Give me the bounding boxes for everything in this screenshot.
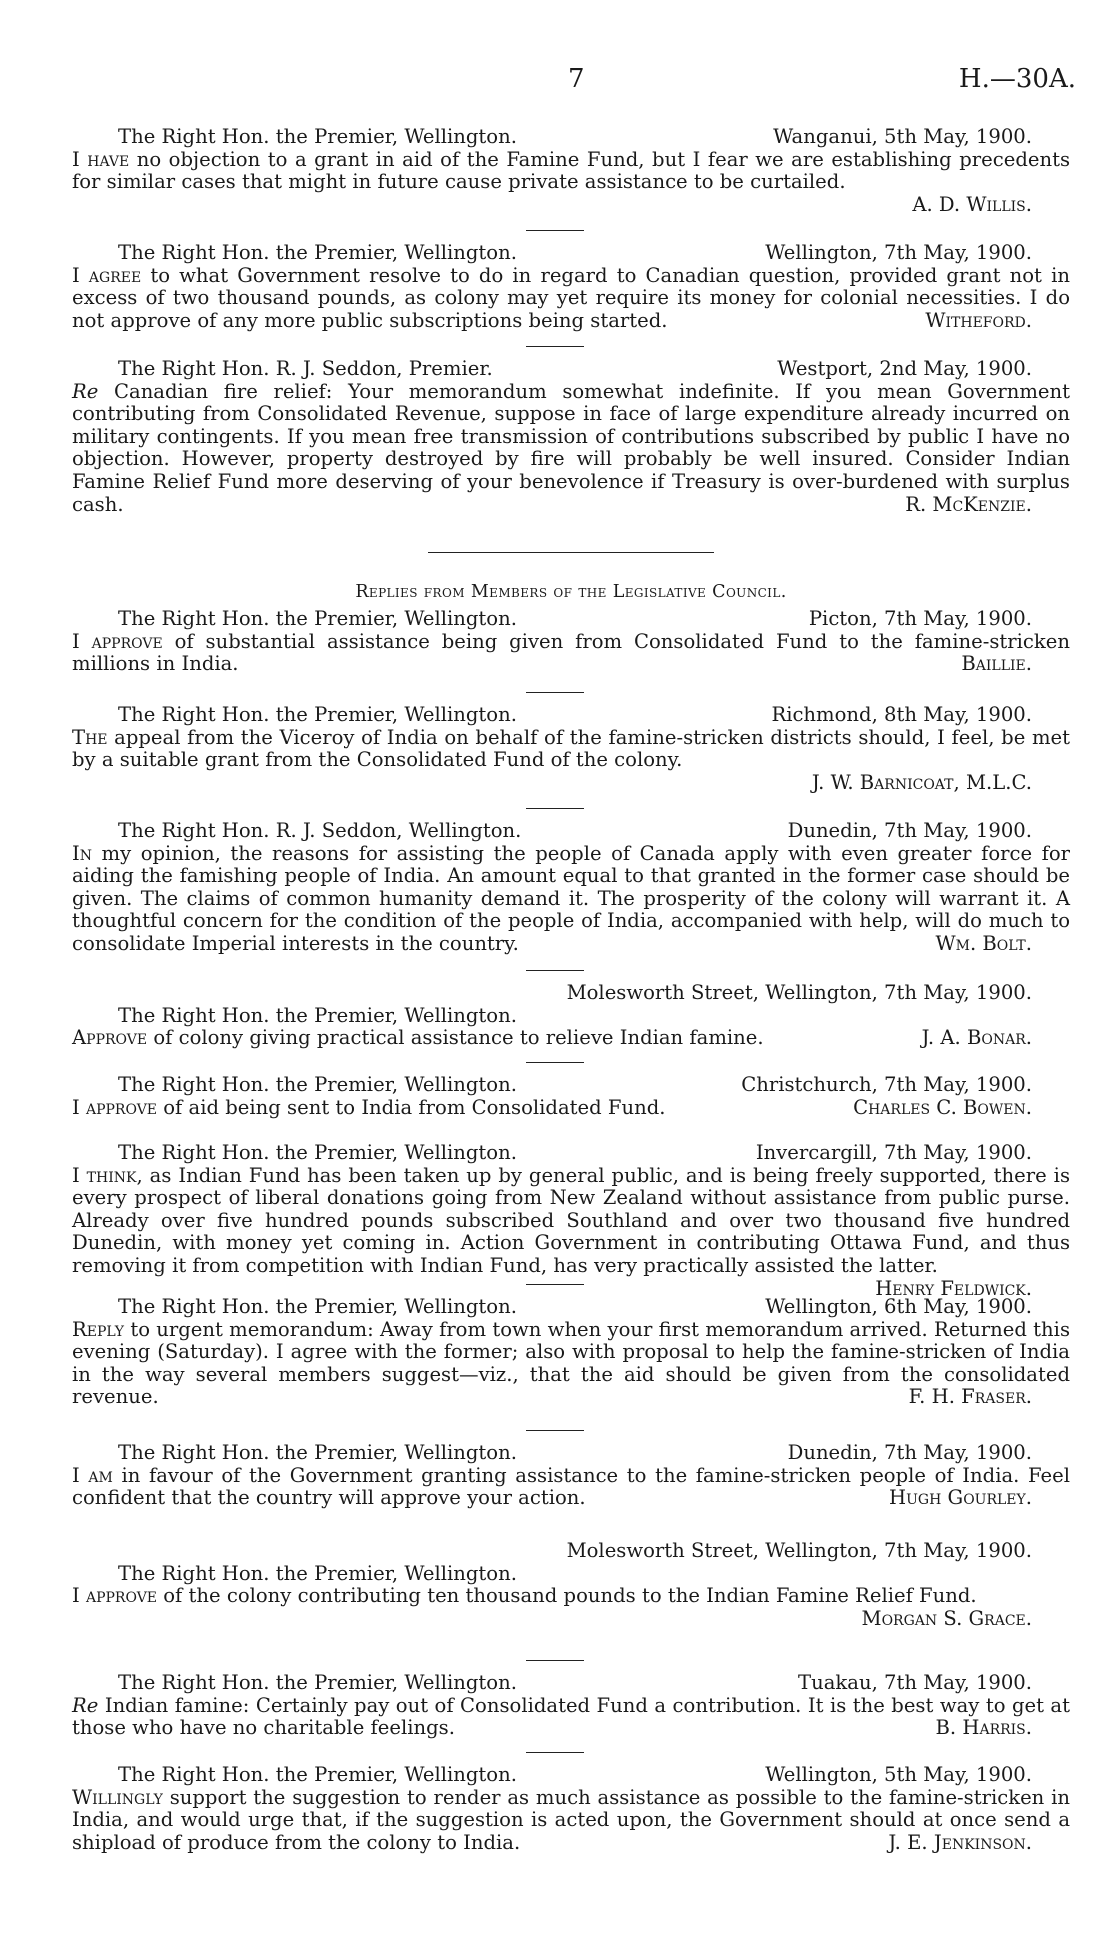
letter-signature: Witheford. <box>925 308 1032 332</box>
letter-signature: F. H. Fraser. <box>908 1385 1032 1409</box>
letter-place-date: Dunedin, 7th May, 1900. <box>787 1441 1032 1464</box>
letter-signature: J. A. Bonar. <box>921 1026 1032 1050</box>
document-reference: H.—30A. <box>958 64 1076 94</box>
letter-addressee: The Right Hon. the Premier, Wellington. <box>118 1073 517 1096</box>
letter-harris <box>72 1672 1070 1740</box>
letter-barnicoat <box>72 704 1070 794</box>
letter-addressee: The Right Hon. R. J. Seddon, Premier. <box>118 357 493 380</box>
letter-addressee: The Right Hon. the Premier, Wellington. <box>118 607 517 630</box>
letter-signature: J. W. Barnicoat, M.L.C. <box>811 770 1032 794</box>
letter-body: I agree to what Government resolve to do in regard to Canadian question, provided grant not in excess of two thousand pounds, as colony may yet require its money for colonial necessities. I do not approve of any more public subscriptions being started. Witheford. <box>72 263 1070 332</box>
letter-signature: J. E. Jenkinson. <box>888 1830 1032 1854</box>
letter-place-date: Richmond, 8th May, 1900. <box>771 703 1032 726</box>
letter-body: I am in favour of the Government granting assistance to the famine-stricken people of India. Feel confident that the country will approve your action. Hugh Gourley. <box>72 1463 1070 1510</box>
letter-bonar <box>72 982 1070 1050</box>
letter-baillie <box>72 608 1070 676</box>
letter-body: I have no objection to a grant in aid of the Famine Fund, but I fear we are establishing precedents for similar cases that might in future cause private assistance to be curtailed. <box>72 147 1070 194</box>
section-heading: Replies from Members of the Legislative Council. <box>355 582 787 602</box>
letter-bolt <box>72 820 1070 956</box>
letter-place-date: Picton, 7th May, 1900. <box>808 607 1032 630</box>
letter-place-date: Dunedin, 7th May, 1900. <box>787 819 1032 842</box>
section-divider <box>428 552 714 553</box>
letter-place-date: Wanganui, 5th May, 1900. <box>773 125 1032 148</box>
divider <box>526 1062 584 1063</box>
divider <box>526 230 584 231</box>
divider <box>526 1284 584 1285</box>
letter-place-date: Tuakau, 7th May, 1900. <box>798 1671 1032 1694</box>
letter-body: Re Canadian fire relief: Your memorandum somewhat indefinite. If you mean Government contributing from Consolidated Revenue, suppose in face of large expenditure already incurred on military contingents. If you mean free transmission of contributions subscribed by public I have no objection. However, property destroyed by fire will probably be well insured. Consider Indian Famine Relief Fund more deserving of your benevolence if Treasury is over-burdened with surplus cash. R. McKenzie. <box>72 379 1070 516</box>
letter-feldwick <box>72 1142 1070 1300</box>
letter-addressee: The Right Hon. the Premier, Wellington. <box>118 1003 517 1027</box>
letter-addressee: The Right Hon. the Premier, Wellington. <box>118 703 517 726</box>
letter-signature: A. D. Willis. <box>912 192 1032 216</box>
letter-body: I approve of substantial assistance being given from Consolidated Fund to the famine-stricken millions in India. Baillie. <box>72 629 1070 676</box>
letter-body: I approve of aid being sent to India from Consolidated Fund. Charles C. Bowen. <box>72 1097 1070 1120</box>
letter-body: Reply to urgent memorandum: Away from town when your first memorandum arrived. Returned this evening (Saturday). I agree with the former; also with proposal to help the famine-stricken of India in the way several members suggest—viz., that the aid should be given from the consolidated revenue. F. H. Fraser. <box>72 1317 1070 1409</box>
divider <box>526 1660 584 1661</box>
letter-signature: Charles C. Bowen. <box>853 1095 1032 1119</box>
letter-signature: Baillie. <box>961 652 1032 676</box>
letter-addressee: The Right Hon. the Premier, Wellington. <box>118 1671 517 1694</box>
letter-signature: R. McKenzie. <box>905 492 1032 516</box>
letter-jenkinson <box>72 1764 1070 1854</box>
letter-addressee: The Right Hon. R. J. Seddon, Wellington. <box>118 819 522 842</box>
letter-bowen <box>72 1074 1070 1119</box>
letter-signature: B. Harris. <box>935 1716 1032 1740</box>
letter-place-date: Invercargill, 7th May, 1900. <box>755 1141 1032 1164</box>
letter-mckenzie <box>72 358 1070 516</box>
letter-body: The appeal from the Viceroy of India on behalf of the famine-stricken districts should, I feel, be met by a suitable grant from the Consolidated Fund of the colony. <box>72 725 1070 772</box>
letter-addressee: The Right Hon. the Premier, Wellington. <box>118 1441 517 1464</box>
divider <box>526 346 584 347</box>
letter-signature: Hugh Gourley. <box>889 1486 1032 1510</box>
letter-addressee: The Right Hon. the Premier, Wellington. <box>118 125 517 148</box>
letter-signature: Henry Feldwick. <box>875 1276 1032 1300</box>
letter-signature: Morgan S. Grace. <box>861 1606 1032 1630</box>
letter-body: Re Indian famine: Certainly pay out of Consolidated Fund a contribution. It is the best way to get at those who have no charitable feelings. B. Harris. <box>72 1693 1070 1740</box>
letter-addressee: The Right Hon. the Premier, Wellington. <box>118 1141 517 1164</box>
divider <box>526 692 584 693</box>
letter-gourley <box>72 1442 1070 1510</box>
divider <box>526 970 584 971</box>
letter-addressee: The Right Hon. the Premier, Wellington. <box>118 1295 517 1318</box>
letter-place-date: Wellington, 7th May, 1900. <box>765 241 1032 264</box>
letter-addressee: The Right Hon. the Premier, Wellington. <box>118 241 517 264</box>
letter-willis <box>72 126 1070 216</box>
letter-signature: Wm. Bolt. <box>935 931 1032 955</box>
divider <box>526 1430 584 1431</box>
letter-body: I think, as Indian Fund has been taken up by general public, and is being freely supported, there is every prospect of liberal donations going from New Zealand without assistance from public purse. Already over five hundred pounds subscribed Southland and over two thousand five hundred Dunedin, with money yet coming in. Action Government in contributing Ottawa Fund, and thus removing it from competition with Indian Fund, has very practically assisted the latter. <box>72 1163 1070 1277</box>
letter-witheford <box>72 242 1070 332</box>
letter-place-date: Westport, 2nd May, 1900. <box>777 357 1032 380</box>
letter-place-date: Molesworth Street, Wellington, 7th May, 1900. <box>566 981 1032 1004</box>
letter-fraser <box>72 1296 1070 1409</box>
letter-place-date: Molesworth Street, Wellington, 7th May, 1900. <box>566 1539 1032 1562</box>
letter-body: Willingly support the suggestion to render as much assistance as possible to the famine-stricken in India, and would urge that, if the suggestion is acted upon, the Government should at once send a shipload of produce from the colony to India. J. E. Jenkinson. <box>72 1785 1070 1854</box>
letter-place-date: Wellington, 6th May, 1900. <box>765 1295 1032 1318</box>
page-number: 7 <box>568 64 585 94</box>
letter-addressee: The Right Hon. the Premier, Wellington. <box>118 1561 517 1585</box>
letter-body: Approve of colony giving practical assistance to relieve Indian famine. J. A. Bonar. <box>72 1027 1070 1050</box>
letter-place-date: Christchurch, 7th May, 1900. <box>741 1073 1032 1096</box>
letter-body: I approve of the colony contributing ten thousand pounds to the Indian Famine Relief Fund. <box>72 1584 977 1608</box>
letter-body: In my opinion, the reasons for assisting the people of Canada apply with even greater force for aiding the famishing people of India. An amount equal to that granted in the former case should be given. The claims of common humanity demand it. The prosperity of the colony will warrant it. A thoughtful concern for the condition of the people of India, accompanied with help, will do much to consolidate Imperial interests in the country. Wm. Bolt. <box>72 841 1070 955</box>
letter-place-date: Wellington, 5th May, 1900. <box>765 1763 1032 1786</box>
divider <box>526 808 584 809</box>
letter-addressee: The Right Hon. the Premier, Wellington. <box>118 1763 517 1786</box>
divider <box>526 1752 584 1753</box>
letter-grace <box>72 1540 1070 1630</box>
